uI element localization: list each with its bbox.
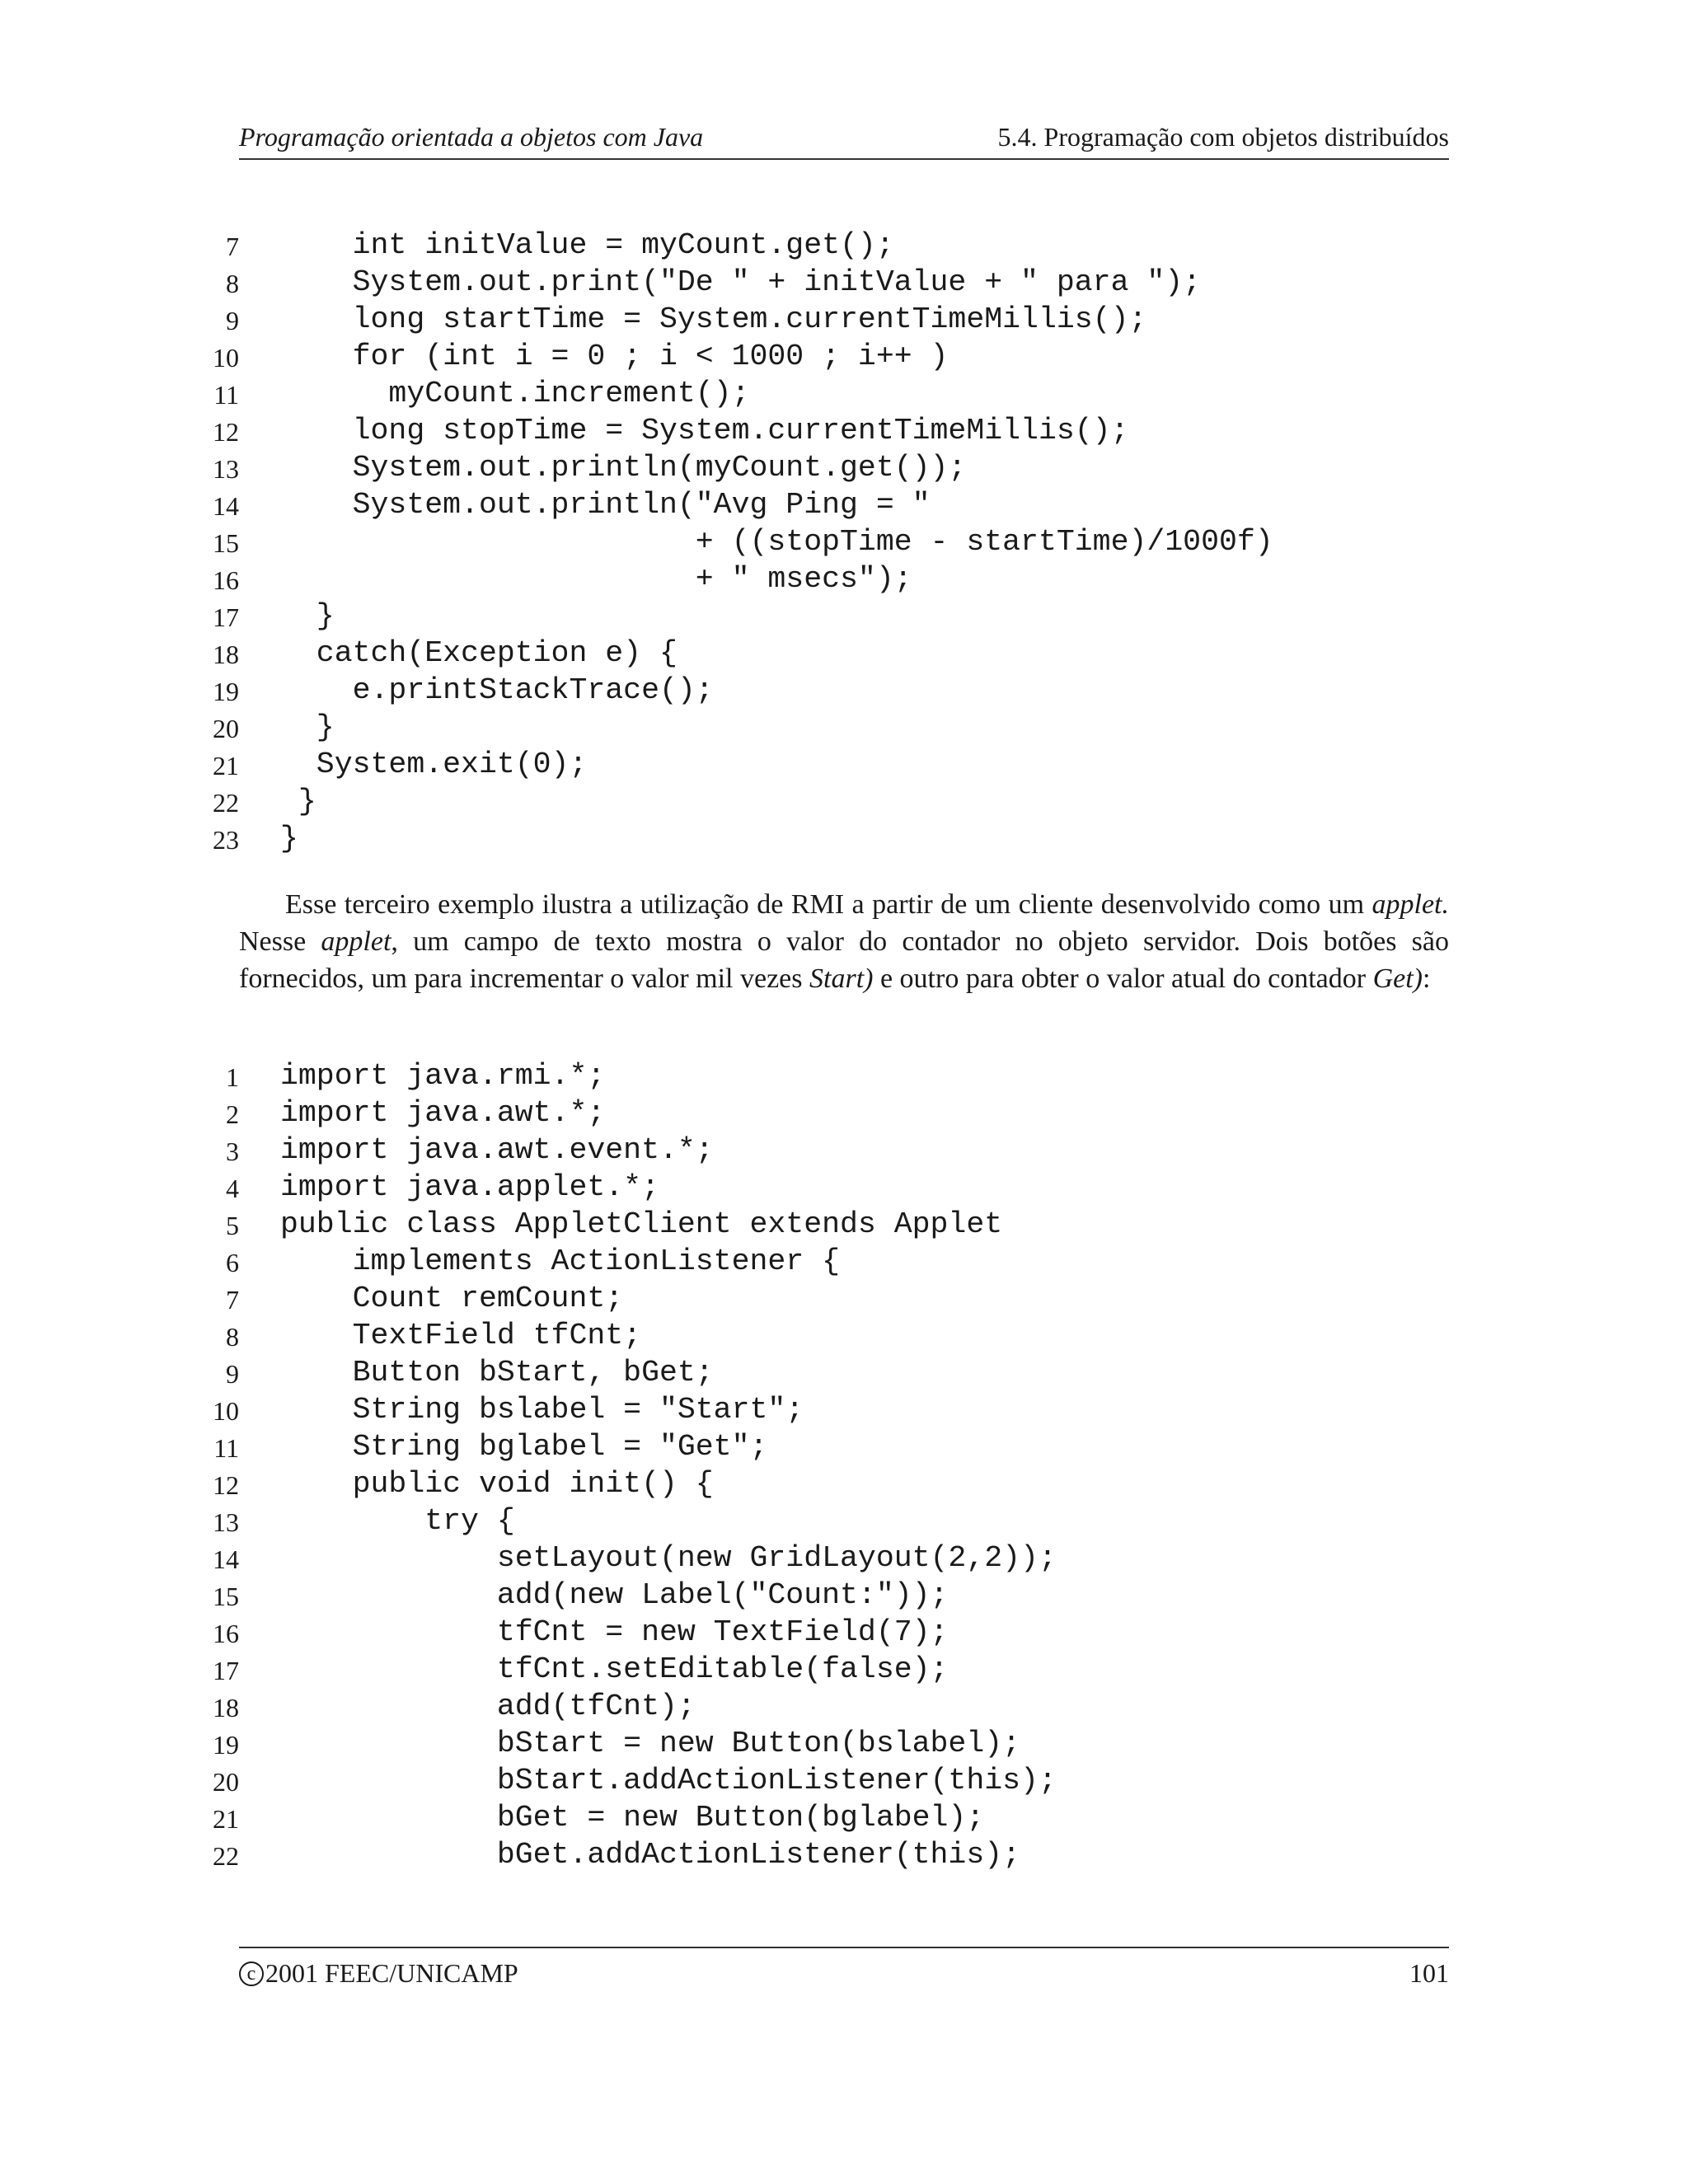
line-number: 10 — [213, 1396, 239, 1426]
code-line — [0, 338, 1688, 375]
code-text: public class AppletClient extends Applet — [280, 1207, 1003, 1241]
code-text: add(new Label("Count:")); — [280, 1578, 949, 1612]
line-number: 22 — [213, 788, 239, 818]
code-line — [0, 1465, 1688, 1502]
line-number: 17 — [213, 1656, 239, 1685]
code-line — [0, 1762, 1688, 1799]
code-text: public void init() { — [280, 1467, 714, 1501]
line-number: 20 — [213, 1767, 239, 1797]
code-line — [0, 1132, 1688, 1169]
line-number: 11 — [213, 380, 239, 410]
line-number: 11 — [213, 1433, 239, 1463]
code-text: } — [280, 710, 335, 744]
code-text: Count remCount; — [280, 1282, 624, 1315]
code-text: } — [280, 785, 316, 818]
code-text: for (int i = 0 ; i < 1000 ; i++ ) — [280, 340, 949, 373]
code-text: import java.rmi.*; — [280, 1059, 606, 1093]
line-number: 15 — [213, 1582, 239, 1611]
code-line — [0, 375, 1688, 412]
line-number: 23 — [213, 825, 239, 855]
code-line — [0, 523, 1688, 560]
code-text: setLayout(new GridLayout(2,2)); — [280, 1541, 1057, 1575]
line-number: 13 — [213, 1507, 239, 1537]
line-number: 19 — [213, 677, 239, 706]
code-text: System.exit(0); — [280, 748, 588, 781]
line-number: 21 — [213, 1804, 239, 1834]
code-text: implements ActionListener { — [280, 1244, 841, 1278]
line-number: 20 — [213, 714, 239, 743]
code-text: TextField tfCnt; — [280, 1319, 642, 1352]
code-line — [0, 820, 1688, 857]
code-line — [0, 1577, 1688, 1614]
line-number: 18 — [213, 1693, 239, 1722]
line-number: 4 — [226, 1174, 239, 1203]
code-line — [0, 1614, 1688, 1651]
code-text: + ((stopTime - startTime)/1000f) — [280, 525, 1273, 559]
code-line — [0, 672, 1688, 709]
code-line — [0, 1725, 1688, 1762]
code-text: bStart = new Button(bslabel); — [280, 1727, 1021, 1760]
code-text: int initValue = myCount.get(); — [280, 228, 894, 262]
line-number: 19 — [213, 1730, 239, 1760]
line-number: 5 — [226, 1211, 239, 1240]
code-text: bGet.addActionListener(this); — [280, 1838, 1021, 1872]
code-line — [0, 486, 1688, 523]
code-line — [0, 1243, 1688, 1280]
code-line — [0, 412, 1688, 449]
code-text: tfCnt = new TextField(7); — [280, 1615, 949, 1649]
code-line — [0, 1651, 1688, 1688]
code-text: String bglabel = "Get"; — [280, 1430, 768, 1464]
code-text: catch(Exception e) { — [280, 636, 678, 670]
line-number: 10 — [213, 343, 239, 373]
code-text: myCount.increment(); — [280, 377, 750, 410]
line-number: 12 — [213, 417, 239, 447]
code-line — [0, 560, 1688, 598]
code-text: import java.applet.*; — [280, 1170, 659, 1204]
code-text: Button bStart, bGet; — [280, 1356, 714, 1390]
code-line — [0, 1688, 1688, 1725]
line-number: 9 — [226, 306, 239, 335]
code-text: try { — [280, 1504, 515, 1538]
code-line — [0, 1540, 1688, 1577]
code-line — [0, 598, 1688, 635]
code-text: String bslabel = "Start"; — [280, 1393, 804, 1427]
line-number: 16 — [213, 1619, 239, 1648]
code-line — [0, 449, 1688, 486]
line-number: 14 — [213, 491, 239, 521]
code-text: } — [280, 599, 335, 633]
code-text: import java.awt.event.*; — [280, 1133, 714, 1167]
line-number: 14 — [213, 1544, 239, 1574]
code-line — [0, 1836, 1688, 1873]
code-text: tfCnt.setEditable(false); — [280, 1652, 949, 1686]
footer-copyright — [239, 1958, 518, 1989]
line-number: 3 — [226, 1137, 239, 1166]
line-number: 8 — [226, 269, 239, 298]
code-line — [0, 264, 1688, 301]
code-text: e.printStackTrace(); — [280, 673, 714, 707]
code-line — [0, 1799, 1688, 1836]
code-line — [0, 301, 1688, 338]
code-line — [0, 635, 1688, 672]
line-number: 13 — [213, 454, 239, 484]
footer-copyright-text: 2001 FEEC/UNICAMP — [265, 1958, 518, 1988]
code-text: long startTime = System.currentTimeMillis(); — [280, 302, 1147, 336]
line-number: 2 — [226, 1099, 239, 1129]
body-paragraph — [239, 886, 1449, 997]
code-line — [0, 1206, 1688, 1243]
code-line — [0, 1280, 1688, 1317]
code-line — [0, 1502, 1688, 1540]
page-number: 101 — [1409, 1958, 1449, 1988]
line-number: 6 — [226, 1248, 239, 1277]
code-line — [0, 1354, 1688, 1391]
code-text: System.out.println("Avg Ping = " — [280, 488, 931, 522]
code-text: add(tfCnt); — [280, 1690, 696, 1723]
code-line — [0, 709, 1688, 746]
code-text: } — [280, 822, 298, 855]
line-number: 21 — [213, 751, 239, 780]
header-book-title: Programação orientada a objetos com Java — [239, 122, 704, 152]
line-number: 18 — [213, 640, 239, 669]
line-number: 8 — [226, 1322, 239, 1352]
code-text: import java.awt.*; — [280, 1096, 606, 1130]
code-text: bStart.addActionListener(this); — [280, 1764, 1057, 1797]
code-line — [0, 1057, 1688, 1094]
code-line — [0, 746, 1688, 783]
line-number: 16 — [213, 565, 239, 595]
code-text: bGet = new Button(bglabel); — [280, 1801, 985, 1835]
line-number: 1 — [226, 1062, 239, 1092]
code-line — [0, 227, 1688, 264]
code-line — [0, 783, 1688, 820]
code-line — [0, 1169, 1688, 1206]
line-number: 7 — [226, 1285, 239, 1315]
copyright-icon: c — [239, 1961, 264, 1986]
code-text: + " msecs"); — [280, 562, 912, 596]
code-line — [0, 1317, 1688, 1354]
code-text: System.out.println(myCount.get()); — [280, 451, 967, 485]
line-number: 12 — [213, 1470, 239, 1500]
code-line — [0, 1428, 1688, 1465]
header-section-title: 5.4. Programação com objetos distribuídos — [997, 122, 1449, 152]
line-number: 7 — [226, 232, 239, 261]
code-line — [0, 1094, 1688, 1132]
code-text: System.out.print("De " + initValue + " para "); — [280, 265, 1202, 299]
line-number: 15 — [213, 528, 239, 558]
line-number: 9 — [226, 1359, 239, 1389]
code-line — [0, 1391, 1688, 1428]
line-number: 17 — [213, 602, 239, 632]
page-header — [239, 120, 1449, 160]
code-text: long stopTime = System.currentTimeMillis(); — [280, 414, 1129, 448]
line-number: 22 — [213, 1841, 239, 1871]
page-footer — [239, 1947, 1449, 1998]
paragraph-text: Esse terceiro exemplo ilustra a utilização de RMI a partir de um cliente desenvolvido como um applet. Nesse applet, um campo de texto mostra o valor do contador no objeto servidor. Dois botões são fornecidos, um para incrementar o valor mil vezes Start) e outro para obter o valor atual do contador Get): — [239, 889, 1449, 994]
